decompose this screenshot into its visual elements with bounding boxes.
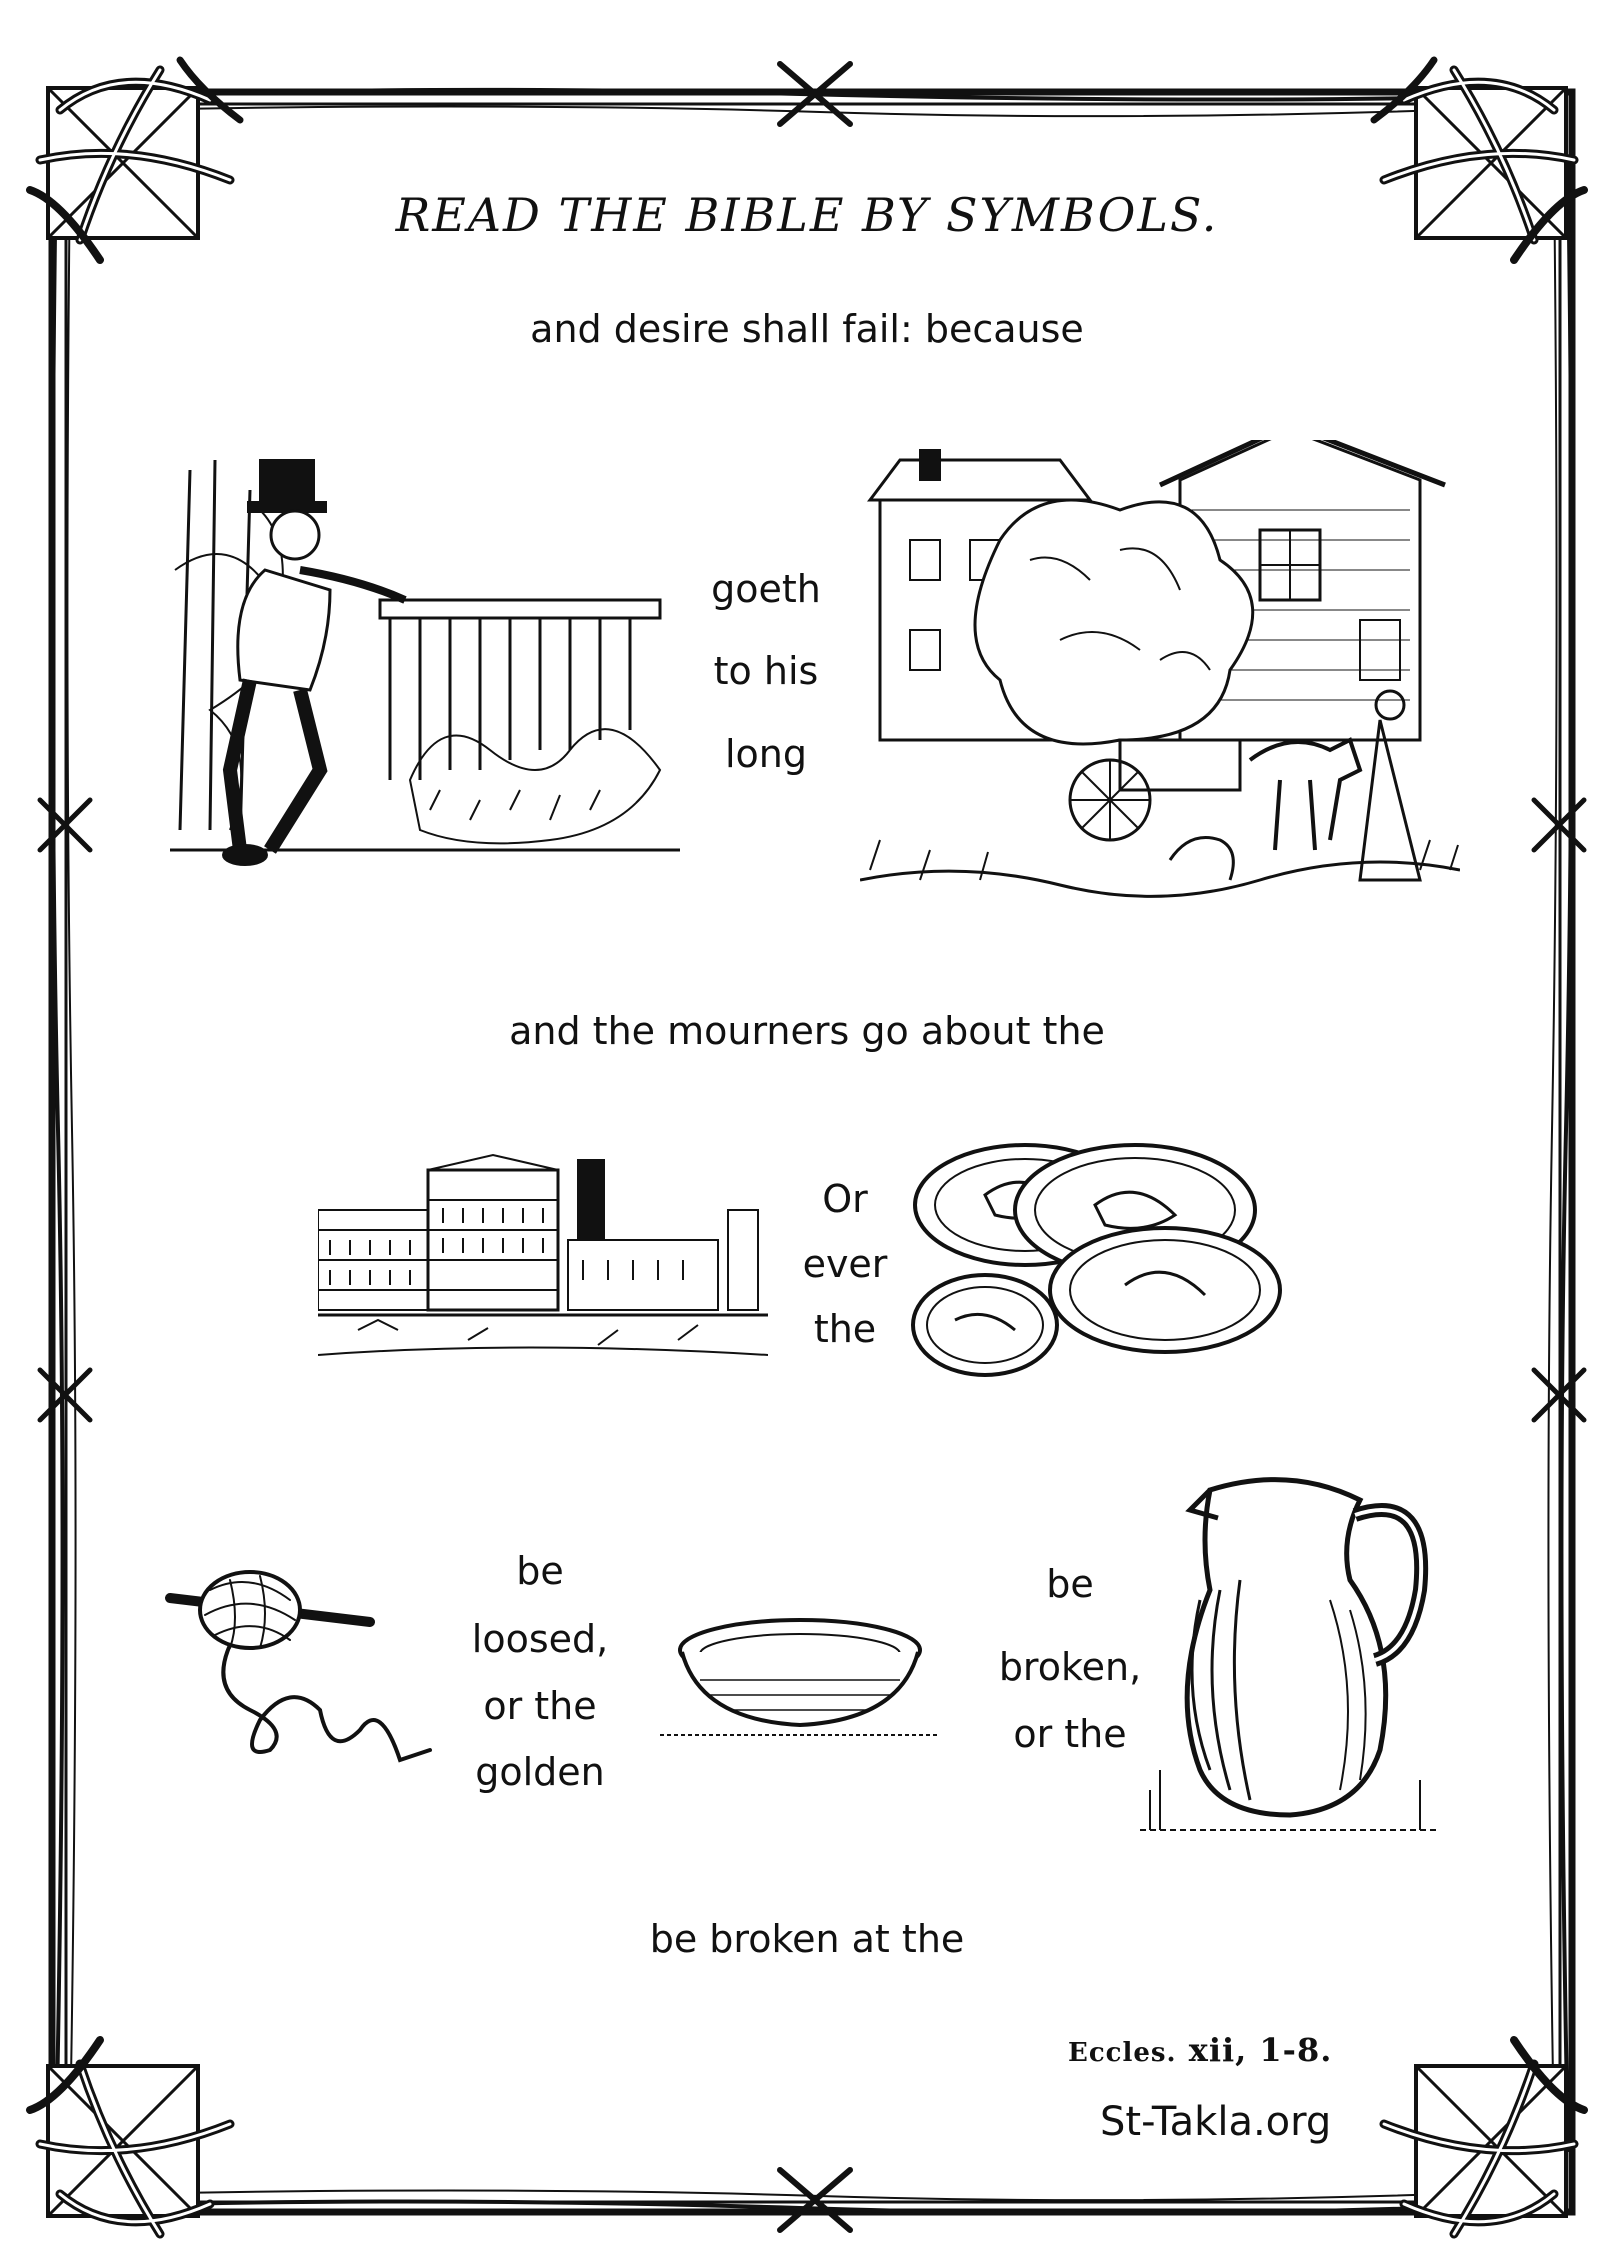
text-loosed: loosed, — [471, 1617, 609, 1661]
page-title: READ THE BIBLE BY SYMBOLS. — [395, 188, 1219, 242]
scripture-reference — [1068, 2031, 1333, 2069]
text-golden: golden — [475, 1750, 605, 1794]
text-be-1: be — [516, 1549, 564, 1593]
reference-book: Eccles. — [1068, 2038, 1177, 2068]
text-line-broken: be broken at the — [649, 1917, 965, 1961]
text-broken: broken, — [998, 1645, 1142, 1689]
text-long: long — [724, 732, 807, 776]
text-goeth: goeth — [711, 567, 821, 611]
city-street-illustration — [318, 1150, 768, 1360]
text-to-his: to his — [713, 649, 819, 693]
bowl-illustration — [660, 1610, 940, 1750]
pitcher-illustration — [1140, 1470, 1440, 1850]
man-leaning-on-fence-illustration — [170, 450, 680, 870]
text-be-2: be — [1046, 1562, 1094, 1606]
ball-of-cord-illustration — [160, 1560, 440, 1780]
text-or-the-1: or the — [483, 1684, 597, 1728]
house-with-carriage-illustration — [860, 440, 1460, 900]
watermark: St-Takla.org — [1100, 2099, 1332, 2145]
text-ever: ever — [802, 1242, 888, 1286]
text-the-2: the — [813, 1307, 877, 1351]
text-line-mourners: and the mourners go about the — [509, 1009, 1105, 1053]
text-line-desire: and desire shall fail: because — [530, 307, 1084, 351]
text-or-the-2: or the — [1013, 1712, 1127, 1756]
silver-coins-illustration — [905, 1135, 1285, 1385]
text-or: Or — [822, 1177, 868, 1221]
reference-chapter-verse: xii, 1-8. — [1188, 2031, 1333, 2069]
